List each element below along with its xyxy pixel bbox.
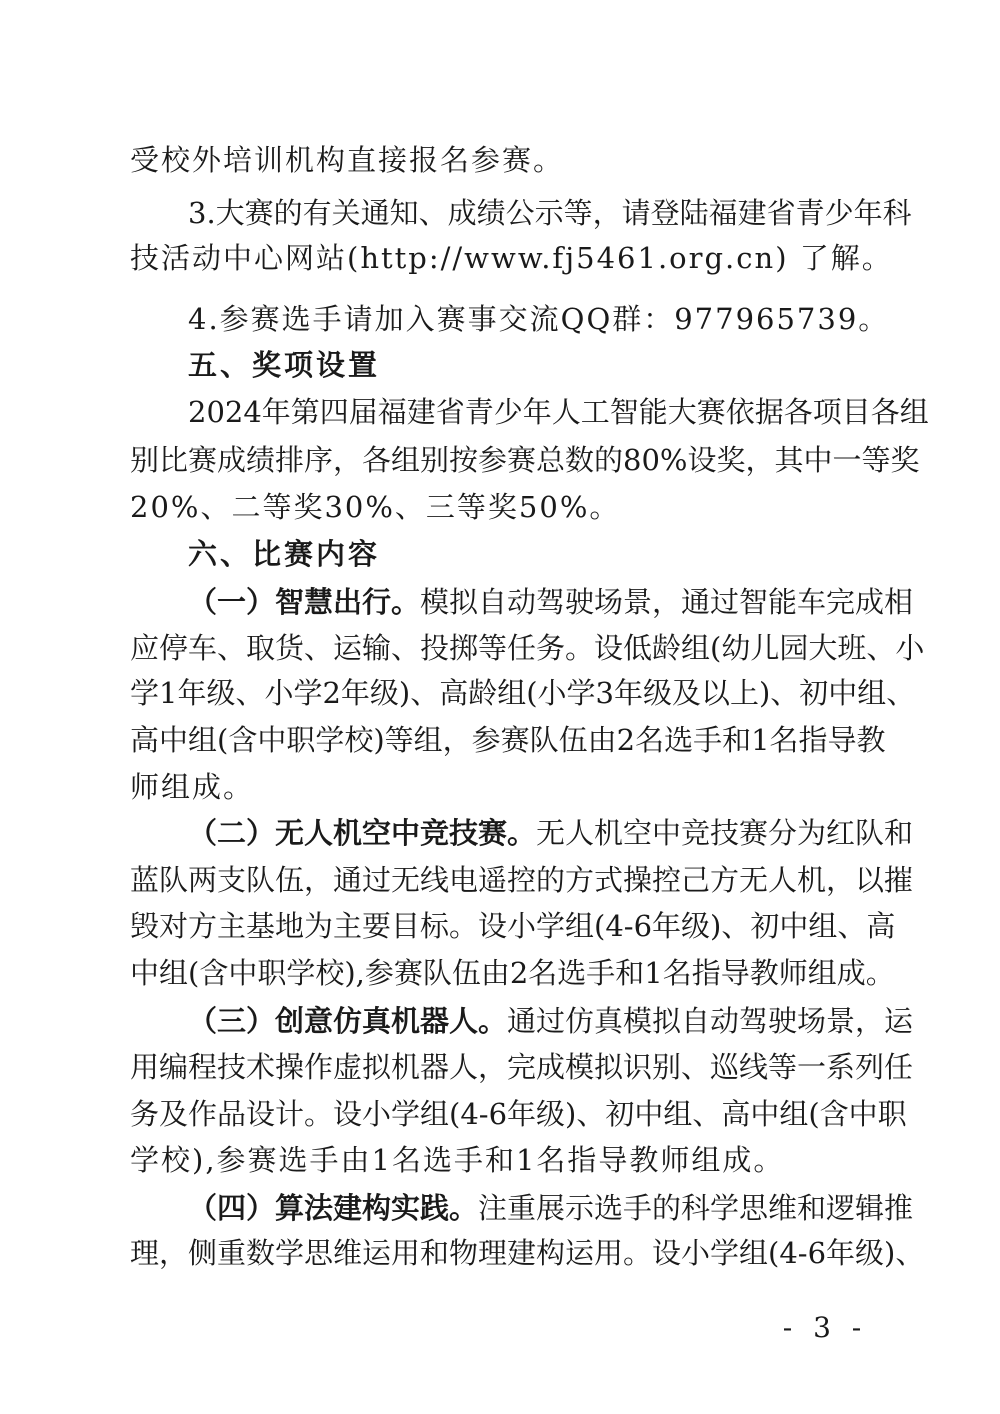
line-text: 高中组(含中职学校)等组，参赛队伍由2名选手和1名指导教 (130, 723, 886, 757)
text-line-20 (130, 1044, 914, 1090)
text-line-6 (188, 389, 929, 435)
text-line-19 (188, 998, 914, 1044)
heading-text: 六、比赛内容 (188, 537, 381, 571)
line-text: 3.大赛的有关通知、成绩公示等，请登陆福建省青少年科 (188, 196, 912, 230)
line-text: 4.参赛选手请加入赛事交流QQ群：977965739。 (188, 302, 890, 336)
line-text: 模拟自动驾驶场景，通过智能车完成相 (420, 585, 914, 619)
text-line-16 (130, 857, 914, 903)
line-text: 毁对方主基地为主要目标。设小学组(4-6年级)、初中组、高 (130, 909, 896, 943)
text-line-7 (130, 437, 920, 483)
text-line-10 (188, 579, 914, 625)
line-text: 师组成。 (130, 770, 255, 804)
text-line-11 (130, 625, 925, 671)
subsection-title: （三）创意仿真机器人。 (188, 1004, 508, 1038)
line-text: 中组(含中职学校),参赛队伍由2名选手和1名指导教师组成。 (130, 956, 895, 990)
section-heading-awards (188, 342, 870, 388)
text-line-18 (130, 950, 895, 996)
line-text: 无人机空中竞技赛分为红队和 (536, 816, 914, 850)
heading-text: 五、奖项设置 (188, 348, 381, 382)
text-line-15 (188, 810, 914, 856)
line-text: 应停车、取货、运输、投掷等任务。设低龄组(幼儿园大班、小 (130, 631, 925, 665)
line-text: 学1年级、小学2年级)、高龄组(小学3年级及以上)、初中组、 (130, 676, 916, 710)
section-heading-content (188, 531, 870, 577)
line-text: 务及作品设计。设小学组(4-6年级)、初中组、高中组(含中职 (130, 1097, 907, 1131)
subsection-title: （一）智慧出行。 (188, 585, 421, 619)
text-line-21 (130, 1091, 907, 1137)
line-text: 注重展示选手的科学思维和逻辑推 (478, 1191, 914, 1225)
line-text: 20%、二等奖30%、三等奖50%。 (130, 490, 621, 524)
subsection-title: （四）算法建构实践。 (188, 1191, 479, 1225)
line-text: 2024年第四届福建省青少年人工智能大赛依据各项目各组 (188, 395, 929, 429)
text-line-12 (130, 670, 916, 716)
text-line-1 (130, 137, 870, 183)
line-text: 技活动中心网站(http://www.fj5461.org.cn) 了解。 (130, 241, 893, 275)
text-line-17 (130, 903, 896, 949)
text-line-14 (130, 764, 870, 810)
line-text: 理，侧重数学思维运用和物理建构运用。设小学组(4-6年级)、 (130, 1236, 925, 1270)
line-text: 受校外培训机构直接报名参赛。 (130, 143, 565, 177)
line-text: 通过仿真模拟自动驾驶场景，运 (507, 1004, 914, 1038)
text-line-23 (188, 1185, 914, 1231)
page-number: - 3 - (782, 1311, 868, 1344)
text-line-4 (188, 296, 890, 342)
text-line-2 (188, 190, 912, 236)
subsection-title: （二）无人机空中竞技赛。 (188, 816, 537, 850)
line-text: 用编程技术操作虚拟机器人，完成模拟识别、巡线等一系列任 (130, 1050, 914, 1084)
text-line-22 (130, 1137, 870, 1183)
text-line-8 (130, 484, 870, 530)
line-text: 蓝队两支队伍，通过无线电遥控的方式操控己方无人机，以摧 (130, 863, 914, 897)
line-text: 学校),参赛选手由1名选手和1名指导教师组成。 (130, 1143, 785, 1177)
text-line-24 (130, 1230, 925, 1276)
line-text: 别比赛成绩排序，各组别按参赛总数的80%设奖，其中一等奖 (130, 443, 920, 477)
text-line-13 (130, 717, 886, 763)
text-line-3 (130, 235, 893, 281)
